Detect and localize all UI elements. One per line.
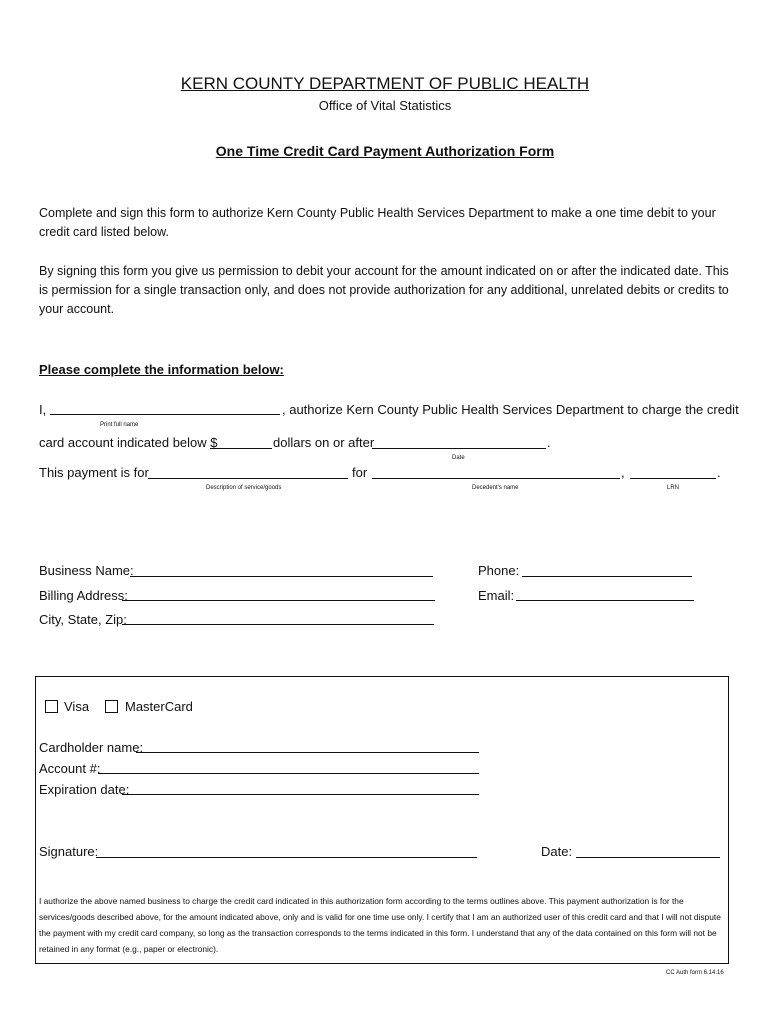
- city-state-zip-field[interactable]: [122, 624, 434, 625]
- date-label: Date:: [541, 844, 573, 859]
- authorize-suffix: , authorize Kern County Public Health Services Department to charge the credit: [282, 402, 739, 417]
- print-name-caption: Print full name: [100, 422, 139, 428]
- cardholder-name-label: Cardholder name:: [39, 740, 144, 755]
- phone-field[interactable]: [522, 576, 692, 577]
- account-number-label: Account #:: [39, 761, 101, 776]
- expiration-date-field[interactable]: [122, 794, 479, 795]
- amount-text: card account indicated below $: [39, 435, 218, 450]
- email-field[interactable]: [516, 600, 694, 601]
- form-title: [0, 143, 770, 159]
- for-text: for: [352, 465, 368, 480]
- decedent-name-field[interactable]: [372, 478, 620, 479]
- email-label: Email:: [478, 588, 515, 603]
- intro-paragraph-1: Complete and sign this form to authorize Kern County Public Health Services Department to make a one time debit to your credit card listed below.: [39, 206, 716, 239]
- cardholder-name-field[interactable]: [136, 752, 479, 753]
- authorize-prefix: I,: [39, 402, 47, 417]
- payment-for-text: This payment is for: [39, 465, 149, 480]
- org-title: [0, 74, 770, 94]
- phone-label: Phone:: [478, 563, 520, 578]
- lrn-caption: LRN: [667, 485, 680, 491]
- billing-address-label: Billing Address:: [39, 588, 128, 603]
- signature-date-field[interactable]: [576, 857, 720, 858]
- mastercard-label: MasterCard: [125, 699, 193, 714]
- signature-label: Signature:: [39, 844, 99, 859]
- intro-paragraph-2: By signing this form you give us permission to debit your account for the amount indicated on or after the indicated date. This is permission for a single transaction only, and does not provide authorization for any additional, unrelated debits or credits to your account.: [39, 264, 729, 316]
- mastercard-checkbox[interactable]: [105, 700, 118, 713]
- amount-field[interactable]: [210, 448, 272, 449]
- visa-checkbox[interactable]: [45, 700, 58, 713]
- city-state-zip-label: City, State, Zip:: [39, 612, 127, 627]
- lrn-field[interactable]: [630, 478, 716, 479]
- line3-period: .: [717, 465, 721, 480]
- print-name-field[interactable]: [50, 414, 280, 415]
- form-title-text: One Time Credit Card Payment Authorization Form: [215, 143, 555, 159]
- business-name-label: Business Name:: [39, 563, 134, 578]
- line2-period: .: [547, 435, 551, 450]
- on-or-after-text: dollars on or after: [273, 435, 375, 450]
- line3-comma: ,: [621, 465, 625, 480]
- signature-field[interactable]: [96, 857, 477, 858]
- form-code: CC Auth form 6.14.16: [666, 970, 724, 976]
- visa-label: Visa: [64, 699, 90, 714]
- billing-address-field[interactable]: [122, 600, 435, 601]
- business-name-field[interactable]: [130, 576, 433, 577]
- expiration-date-label: Expiration date:: [39, 782, 130, 797]
- decedent-caption: Decedent's name: [472, 485, 519, 491]
- authorization-fine-print: I authorize the above named business to charge the credit card indicated in this authorization form according to the terms outlines above. This payment authorization is for the services/goods described above, for the amount indicated above, only and is valid for one time use only. I certify that I am an authorized user of this credit card and that I will not dispute the payment with my credit card company, so long as the transaction corresponds to the terms indicated in this form. I understand that any of the data contained on this form will not be retained in any format (e.g., paper or electronic).: [39, 896, 721, 954]
- date-caption: Date: [452, 455, 465, 461]
- service-description-field[interactable]: [148, 478, 348, 479]
- section-heading: Please complete the information below:: [39, 362, 284, 377]
- description-caption: Description of service/goods: [206, 485, 282, 491]
- org-title-text: KERN COUNTY DEPARTMENT OF PUBLIC HEALTH: [180, 74, 590, 93]
- account-number-field[interactable]: [98, 773, 479, 774]
- office-subtitle: Office of Vital Statistics: [318, 98, 452, 113]
- payment-date-field[interactable]: [372, 448, 546, 449]
